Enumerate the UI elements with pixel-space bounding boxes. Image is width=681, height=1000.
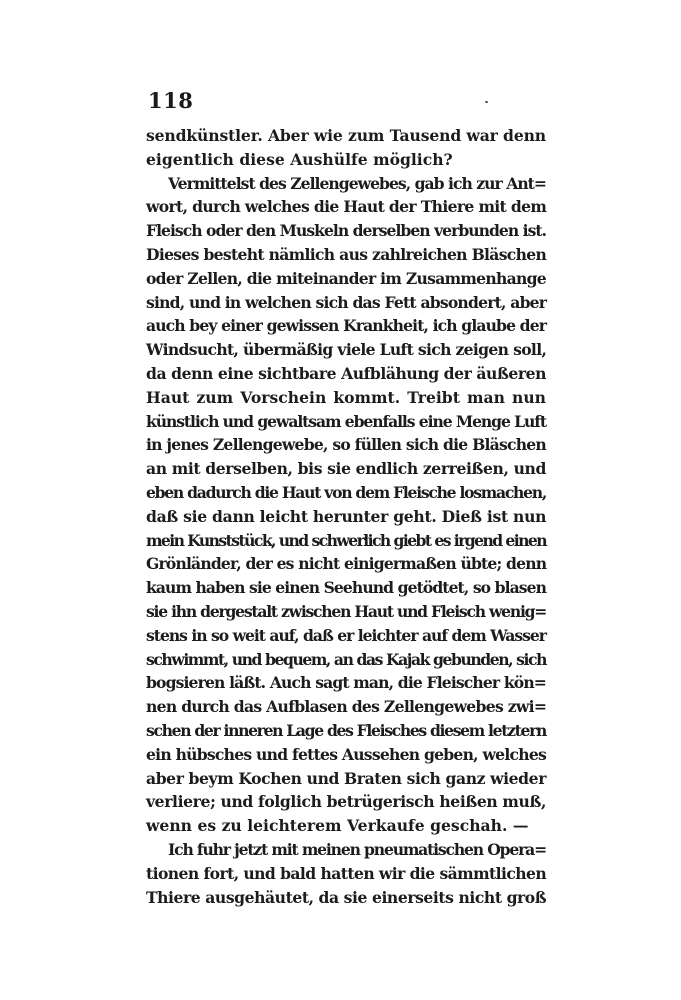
text-line: sind, und in welchen sich das Fett absondert, aber (146, 292, 547, 312)
text-line: an mit derselben, bis sie endlich zerreißen, und (146, 459, 546, 479)
text-line: bogsieren läßt. Auch sagt man, die Fleischer kön= (146, 673, 546, 693)
text-line: auch bey einer gewissen Krankheit, ich glaube der (146, 316, 547, 336)
text-line: wort, durch welches die Haut der Thiere mit dem (146, 197, 547, 217)
text-line: schwimmt, und bequem, an das Kajak gebunden, sich (146, 649, 546, 669)
text-line: stens in so weit auf, daß er leichter auf dem Wasser (146, 625, 546, 645)
text-line: sie ihn dergestalt zwischen Haut und Fleisch wenig= (146, 601, 547, 621)
text-line: Haut zum Vorschein kommt. Treibt man nun (146, 387, 546, 407)
text-line: Windsucht, übermäßig viele Luft sich zeigen soll, (146, 340, 547, 360)
text-line: kaum haben sie einen Seehund getödtet, so blasen (146, 578, 547, 598)
text-line: nen durch das Aufblasen des Zellengewebes zwi= (146, 697, 547, 717)
text-line: Thiere ausgehäutet, da sie einerseits nicht groß (146, 887, 547, 907)
text-line: aber beym Kochen und Braten sich ganz wieder (146, 768, 546, 788)
page-number: 118 (148, 88, 194, 113)
text-line: eben dadurch die Haut von dem Fleische losmachen, (146, 482, 547, 502)
text-line: daß sie dann leicht herunter geht. Dieß ist nun (146, 506, 547, 526)
text-line: wenn es zu leichterem Verkaufe geschah. — (146, 816, 529, 836)
text-line: Grönländer, der es nicht einigermaßen übte; denn (146, 554, 547, 574)
body-text (146, 124, 546, 909)
text-line: mein Kunststück, und schwerlich giebt es irgend einen (146, 530, 547, 550)
text-line: in jenes Zellengewebe, so füllen sich die Bläschen (146, 435, 546, 455)
text-line: ein hübsches und fettes Aussehen geben, welches (146, 744, 546, 764)
text-line: Ich fuhr jetzt mit meinen pneumatischen Opera= (168, 839, 546, 859)
text-line: schen der inneren Lage des Fleisches diesem letztern (146, 720, 546, 740)
text-line: tionen fort, und bald hatten wir die sämmtlichen (146, 863, 547, 883)
text-line: Fleisch oder den Muskeln derselben verbunden ist. (146, 221, 547, 241)
text-line: sendkünstler. Aber wie zum Tausend war denn (146, 126, 546, 145)
text-line: künstlich und gewaltsam ebenfalls eine Menge Luft (146, 411, 546, 431)
print-speck (485, 101, 488, 103)
text-line: da denn eine sichtbare Aufblähung der äußeren (146, 363, 546, 383)
text-line: eigentlich diese Aushülfe möglich? (146, 149, 453, 169)
text-line: oder Zellen, die miteinander im Zusammenhange (146, 268, 546, 288)
text-line: Dieses besteht nämlich aus zahlreichen Bläschen (146, 244, 547, 264)
text-line: Vermittelst des Zellengewebes, gab ich zur Ant= (168, 173, 546, 193)
text-line: verliere; und folglich betrügerisch heißen muß, (146, 792, 546, 812)
